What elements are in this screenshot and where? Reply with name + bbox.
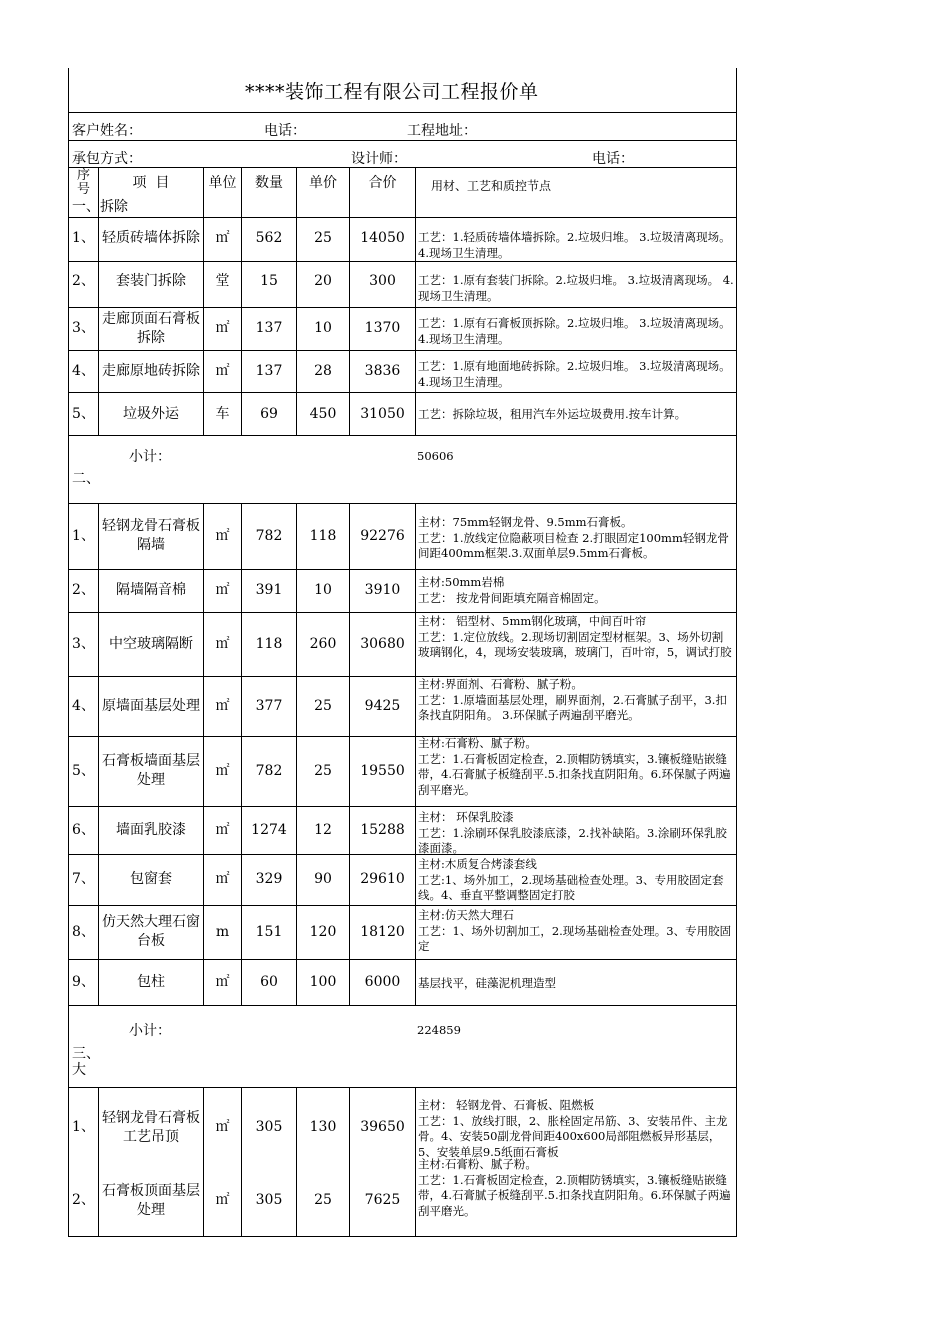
row-total: 29610 bbox=[360, 871, 405, 887]
grid-line bbox=[69, 140, 736, 141]
row-qty: 377 bbox=[255, 697, 283, 714]
row-seq: 5、 bbox=[72, 406, 95, 422]
row-unit: ㎡ bbox=[215, 762, 230, 779]
row-item: 仿天然大理石窗台板 bbox=[102, 914, 200, 949]
section-label bbox=[72, 1046, 100, 1078]
grid-line bbox=[69, 217, 736, 218]
row-item: 墙面乳胶漆 bbox=[116, 821, 186, 838]
grid-line bbox=[69, 112, 736, 113]
grid-line bbox=[69, 1005, 736, 1006]
row-desc: 基层找平，硅藻泥机理造型 bbox=[418, 976, 556, 990]
row-total: 300 bbox=[369, 273, 396, 289]
row-item: 轻钢龙骨石膏板工艺吊顶 bbox=[102, 1109, 200, 1145]
grid-line bbox=[98, 1087, 99, 1236]
grid-line bbox=[69, 503, 736, 504]
row-unit: ㎡ bbox=[215, 871, 230, 887]
row-desc: 工艺：1.原有石膏板顶拆除。2.垃圾归堆。 3.垃圾清离现场。 4.现场卫生清理。 bbox=[418, 316, 731, 346]
row-price: 25 bbox=[314, 230, 332, 246]
row-item: 套装门拆除 bbox=[116, 273, 186, 289]
row-item: 包柱 bbox=[137, 973, 165, 990]
row-seq: 6、 bbox=[72, 821, 95, 838]
column-header-desc: 用材、工艺和质控节点 bbox=[431, 179, 552, 193]
grid-line bbox=[203, 167, 204, 217]
row-seq: 7、 bbox=[72, 871, 95, 887]
grid-line bbox=[69, 261, 736, 262]
row-desc: 主材:仿天然大理石 工艺：1、场外切割加工，2.现场基础检查处理。3、专用胶固定 bbox=[418, 908, 732, 953]
grid-line bbox=[69, 1087, 736, 1088]
row-price: 10 bbox=[314, 582, 332, 598]
row-total: 3836 bbox=[364, 363, 401, 379]
row-unit: ㎡ bbox=[215, 1192, 230, 1208]
grid-line bbox=[415, 217, 416, 435]
row-seq: 8、 bbox=[72, 923, 95, 940]
row-desc: 主材:石膏粉、腻子粉。 工艺：1.石膏板固定检查，2.顶帽防锈填实，3.镶板缝贴嵌缝带，4.石膏腻子板缝刮平.5.扣条找直阴阳角。6.环保腻子两遍刮平磨光。 bbox=[418, 1157, 731, 1218]
grid-line bbox=[296, 1087, 297, 1236]
grid-line bbox=[349, 217, 350, 435]
section-label: 一、拆除 bbox=[72, 199, 128, 215]
row-qty: 137 bbox=[255, 363, 283, 379]
subtotal-value: 224859 bbox=[417, 1023, 461, 1037]
grid-line bbox=[69, 959, 736, 960]
grid-line bbox=[415, 167, 416, 217]
row-seq: 2、 bbox=[72, 1192, 95, 1208]
row-price: 90 bbox=[314, 871, 332, 887]
row-seq: 1、 bbox=[72, 527, 95, 544]
row-price: 28 bbox=[314, 363, 332, 379]
row-item: 隔墙隔音棉 bbox=[116, 582, 186, 598]
row-qty: 1274 bbox=[251, 821, 287, 838]
row-qty: 60 bbox=[260, 973, 278, 990]
row-unit: ㎡ bbox=[215, 697, 230, 714]
row-qty: 137 bbox=[255, 320, 283, 336]
grid-line bbox=[69, 905, 736, 906]
grid-line bbox=[296, 503, 297, 1005]
contract-type-label: 承包方式： bbox=[72, 151, 142, 167]
row-total: 14050 bbox=[360, 230, 405, 246]
row-total: 31050 bbox=[360, 406, 405, 422]
row-seq: 1、 bbox=[72, 230, 95, 246]
row-total: 6000 bbox=[364, 973, 401, 990]
grid-line bbox=[98, 217, 99, 435]
grid-line bbox=[69, 806, 736, 807]
row-desc: 工艺：1.轻质砖墙体墙拆除。2.垃圾归堆。 3.垃圾清离现场。 4.现场卫生清理。 bbox=[418, 230, 731, 260]
row-total: 9425 bbox=[364, 697, 401, 714]
row-item: 石膏板顶面基层处理 bbox=[102, 1182, 200, 1218]
column-header-unit: 单位 bbox=[208, 174, 237, 191]
row-desc: 主材： 环保乳胶漆 工艺：1.涂刷环保乳胶漆底漆，2.找补缺陷。3.涂刷环保乳胶漆面漆。 bbox=[418, 810, 727, 854]
grid-line bbox=[69, 854, 736, 855]
row-seq: 4、 bbox=[72, 363, 95, 379]
row-price: 25 bbox=[314, 762, 332, 779]
row-total: 19550 bbox=[360, 762, 405, 779]
row-item: 石膏板墙面基层处理 bbox=[102, 753, 200, 788]
row-item: 走廊顶面石膏板拆除 bbox=[102, 310, 200, 346]
row-price: 130 bbox=[309, 1119, 337, 1135]
grid-line bbox=[241, 217, 242, 435]
row-qty: 782 bbox=[255, 762, 283, 779]
designer-label: 设计师： bbox=[351, 151, 407, 167]
row-qty: 118 bbox=[255, 635, 283, 652]
row-total: 1370 bbox=[364, 320, 401, 336]
row-item: 轻质砖墙体拆除 bbox=[102, 230, 200, 246]
row-unit: ㎡ bbox=[215, 363, 230, 379]
row-price: 120 bbox=[309, 923, 337, 940]
row-qty: 391 bbox=[255, 582, 283, 598]
row-total: 7625 bbox=[364, 1192, 401, 1208]
row-total: 3910 bbox=[364, 582, 401, 598]
grid-line bbox=[69, 736, 736, 737]
grid-line bbox=[203, 1087, 204, 1236]
row-total: 39650 bbox=[360, 1119, 405, 1135]
row-seq: 2、 bbox=[72, 582, 95, 598]
row-seq: 9、 bbox=[72, 973, 95, 990]
grid-line bbox=[69, 676, 736, 677]
column-header-total: 合价 bbox=[368, 174, 397, 191]
grid-line bbox=[69, 307, 736, 308]
row-desc: 主材： 轻钢龙骨、石膏板、阻燃板 工艺：1、放线打眼，2、胀栓固定吊筋、3、安装吊件、主龙骨。4、安装50副龙骨间距400x600局部阻燃板异形基层，5、安装单层9.5纸面石膏板 bbox=[418, 1098, 728, 1159]
row-item: 垃圾外运 bbox=[123, 406, 179, 422]
row-price: 450 bbox=[309, 406, 337, 422]
row-qty: 151 bbox=[255, 923, 283, 940]
section-label bbox=[72, 471, 100, 487]
grid-line bbox=[241, 1087, 242, 1236]
row-price: 12 bbox=[314, 821, 332, 838]
section-label-text: 三、大 bbox=[72, 1046, 100, 1078]
row-unit: ㎡ bbox=[215, 821, 230, 838]
row-qty: 69 bbox=[260, 406, 278, 422]
row-qty: 329 bbox=[255, 871, 283, 887]
row-total: 30680 bbox=[360, 635, 405, 652]
row-seq: 3、 bbox=[72, 320, 95, 336]
column-header-price: 单价 bbox=[309, 174, 337, 191]
grid-line bbox=[241, 167, 242, 217]
designer-phone-label: 电话： bbox=[592, 151, 634, 167]
row-seq: 1、 bbox=[72, 1119, 95, 1135]
row-qty: 305 bbox=[255, 1119, 283, 1135]
row-item: 原墙面基层处理 bbox=[102, 697, 200, 714]
row-price: 118 bbox=[309, 527, 337, 544]
row-price: 100 bbox=[309, 973, 337, 990]
row-desc: 主材:木质复合烤漆套线 工艺:1、场外加工，2.现场基础检查处理。3、专用胶固定套线。4、垂直平整调整固定打胶 bbox=[418, 857, 724, 902]
grid-line bbox=[69, 612, 736, 613]
row-desc: 工艺：1.原有套装门拆除。2.垃圾归堆。 3.垃圾清离现场。 4.现场卫生清理。 bbox=[418, 273, 734, 303]
row-desc: 主材：75mm轻钢龙骨、9.5mm石膏板。 工艺：1.放线定位隐蔽项目检查 2.打眼固定100mm轻钢龙骨间距400mm框架.3.双面单层9.5mm石膏板。 bbox=[418, 515, 729, 560]
row-price: 10 bbox=[314, 320, 332, 336]
row-unit: ㎡ bbox=[215, 635, 230, 652]
grid-line bbox=[69, 167, 736, 168]
row-item: 走廊原地砖拆除 bbox=[102, 363, 200, 379]
row-desc: 主材:界面剂、石膏粉、腻子粉。 工艺：1.原墙面基层处理，刷界面剂，2.石膏腻子刮平，3.扣条找直阴阳角。 3.环保腻子两遍刮平磨光。 bbox=[418, 677, 727, 722]
subtotal-label: 小计： bbox=[129, 449, 171, 465]
grid-line bbox=[98, 167, 99, 217]
column-header-seq: 序 号 bbox=[76, 168, 90, 197]
row-total: 18120 bbox=[360, 923, 405, 940]
row-unit: ㎡ bbox=[215, 582, 230, 598]
row-price: 25 bbox=[314, 1192, 332, 1208]
address-label: 工程地址： bbox=[407, 123, 477, 139]
grid-line bbox=[69, 435, 736, 436]
grid-line bbox=[296, 217, 297, 435]
row-item: 轻钢龙骨石膏板隔墙 bbox=[102, 518, 200, 553]
row-qty: 15 bbox=[260, 273, 278, 289]
row-desc: 工艺：拆除垃圾，租用汽车外运垃圾费用.按车计算。 bbox=[418, 407, 687, 421]
row-price: 20 bbox=[314, 273, 332, 289]
row-seq: 4、 bbox=[72, 697, 95, 714]
row-unit: ㎡ bbox=[215, 230, 230, 246]
grid-line bbox=[69, 392, 736, 393]
grid-line bbox=[349, 1087, 350, 1236]
subtotal-value: 50606 bbox=[417, 449, 454, 463]
row-desc: 主材:50mm岩棉 工艺： 按龙骨间距填充隔音棉固定。 bbox=[418, 575, 606, 605]
row-qty: 562 bbox=[255, 230, 283, 246]
grid-line bbox=[296, 167, 297, 217]
grid-line bbox=[69, 569, 736, 570]
grid-line bbox=[241, 503, 242, 1005]
row-total: 92276 bbox=[360, 527, 405, 544]
column-header-item: 项 目 bbox=[132, 174, 170, 191]
row-total: 15288 bbox=[360, 821, 405, 838]
row-seq: 3、 bbox=[72, 635, 95, 652]
column-header-qty: 数量 bbox=[255, 174, 283, 191]
row-seq: 5、 bbox=[72, 762, 95, 779]
grid-line bbox=[203, 503, 204, 1005]
row-qty: 782 bbox=[255, 527, 283, 544]
row-unit: ㎡ bbox=[215, 527, 230, 544]
row-price: 25 bbox=[314, 697, 332, 714]
customer-name-label: 客户姓名： bbox=[72, 123, 142, 139]
row-unit: m bbox=[215, 923, 230, 940]
row-desc: 主材： 铝型材、5mm钢化玻璃，中间百叶帘 工艺：1.定位放线。2.现场切割固定型材框架。3、场外切割玻璃钢化，4，现场安装玻璃，玻璃门，百叶帘，5，调试打胶 bbox=[418, 614, 732, 659]
row-item: 包窗套 bbox=[130, 871, 172, 887]
row-item: 中空玻璃隔断 bbox=[109, 635, 193, 652]
grid-line bbox=[349, 503, 350, 1005]
quote-sheet bbox=[68, 68, 737, 1237]
row-unit: ㎡ bbox=[215, 1119, 230, 1135]
section-label-text: 二、 bbox=[72, 471, 100, 487]
phone-label: 电话： bbox=[264, 123, 306, 139]
grid-line bbox=[69, 350, 736, 351]
row-price: 260 bbox=[309, 635, 337, 652]
row-unit: 车 bbox=[215, 406, 230, 422]
grid-line bbox=[98, 503, 99, 1005]
row-unit: ㎡ bbox=[215, 320, 230, 336]
row-desc: 工艺：1.原有地面地砖拆除。2.垃圾归堆。 3.垃圾清离现场。 4.现场卫生清理。 bbox=[418, 359, 731, 389]
subtotal-label: 小计： bbox=[129, 1023, 171, 1039]
grid-line bbox=[415, 503, 416, 1005]
row-unit: 堂 bbox=[215, 273, 230, 289]
grid-line bbox=[415, 1087, 416, 1236]
row-qty: 305 bbox=[255, 1192, 283, 1208]
grid-line bbox=[349, 167, 350, 217]
row-desc: 主材:石膏粉、腻子粉。 工艺：1.石膏板固定检查，2.顶帽防锈填实，3.镶板缝贴嵌缝带，4.石膏腻子板缝刮平.5.扣条找直阴阳角。6.环保腻子两遍刮平磨光。 bbox=[418, 736, 731, 797]
row-unit: ㎡ bbox=[215, 973, 230, 990]
grid-line bbox=[203, 217, 204, 435]
page-title: ****装饰工程有限公司工程报价单 bbox=[245, 81, 539, 103]
row-seq: 2、 bbox=[72, 273, 95, 289]
